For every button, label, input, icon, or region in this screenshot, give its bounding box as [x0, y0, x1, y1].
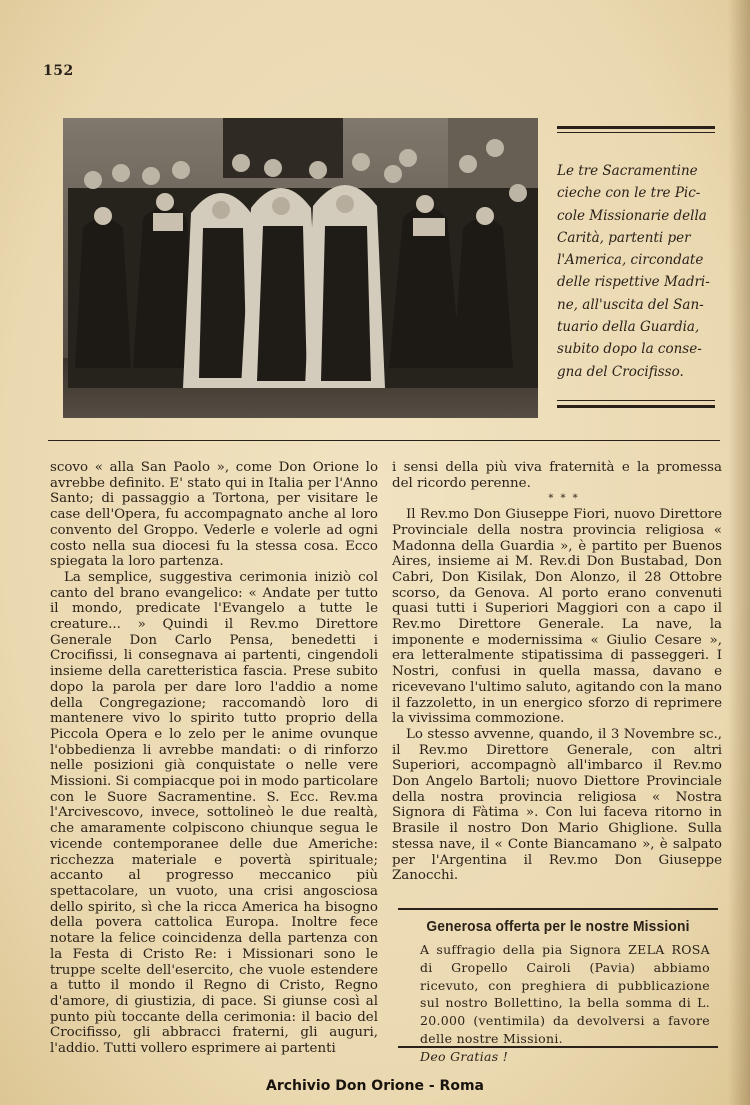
paragraph: Lo stesso avvenne, quando, il 3 Novembre sc., il Rev.mo Direttore Generale, con altri Superiori, accompagnò all'imbarco il Rev.mo Don Angelo Bartoli; nuovo Diettore Provinciale della nostra provincia religiosa « Nostra Signora di Fàtima ». Con lui faceva ritorno in Brasile il nostro Don Mario Ghiglione. Sulla stessa nave, il « Conte Biancamano », è salpato per l'Argentina il Rev.mo Don Giuseppe Zanocchi. — [392, 726, 722, 884]
caption-line: l'America, circondate — [557, 252, 704, 269]
right-column — [392, 460, 722, 884]
caption-line: tuario della Guardia, — [557, 319, 700, 336]
paragraph: i sensi della più viva fraternità e la promessa del ricordo perenne. — [392, 460, 722, 491]
notice-closing: Deo Gratias ! — [420, 1048, 509, 1064]
caption-line: ne, all'uscita del San- — [557, 296, 704, 313]
section-separator: * * * — [548, 493, 580, 505]
caption-bottom-rule-thin — [557, 400, 715, 401]
caption-line: Carità, partenti per — [557, 229, 691, 246]
notice-text — [420, 941, 710, 1066]
caption-line: cieche con le tre Pic- — [557, 185, 701, 202]
paragraph: Il Rev.mo Don Giuseppe Fiori, nuovo Direttore Provinciale della nostra provincia religiosa « Madonna della Guardia », è partito per Buenos Aires, insieme ai M. Rev.di Don Bustabad, Don Cabri, Don Kisilak, Don Alonzo, il 28 Ottobre scorso, da Genova. Al porto erano convenuti quasi tutti i Superiori Maggiori con a capo il Rev.mo Direttore Generale. La nave, la imponente e modernissima « Giulio Cesare », era letteralmente stipatissima di passeggeri. I Nostri, confusi in quella massa, davano e ricevevano l'ultimo saluto, agitando con la mano il fazzoletto, in un energico sforzo di reprimere la vivissima commozione. — [392, 507, 722, 727]
section-divider — [48, 440, 720, 441]
caption-line: subito dopo la conse- — [557, 341, 702, 358]
group-photo-illustration — [63, 118, 538, 418]
caption-line: Le tre Sacramentine — [557, 163, 698, 179]
caption-line: cole Missionarie della — [557, 207, 707, 224]
caption-top-rule-thin — [557, 132, 715, 133]
caption-line: gna del Crocifisso. — [557, 363, 684, 380]
notice-title: Generosa offerta per le nostre Missioni — [426, 918, 690, 935]
paragraph: La semplice, suggestiva cerimonia iniziò col canto del brano evangelico: « Andate per tutto il mondo, predicate l'Evangelo a tutte le creature... » Quindi il Rev.mo Direttore Generale Don Carlo Pensa, benedetti i Crocifissi, li consegnava ai partenti, cingendoli insieme della caretteristica fascia. Prese subito dopo la parola per dare loro l'addio a nome della Congregazione; raccomandò loro di mantenere vivo lo spirito tutto proprio della Piccola Opera e lo zelo per le anime ovunque l'obbedienza li avrebbe mandati: o di rinforzo nelle posizioni già conquistate o nelle vere Missioni. Si compiacque poi in modo particolare con le Suore Sacramentine. S. Ecc. Rev.ma l'Arcivescovo, invece, sottolineò le due realtà, che amaramente colpiscono chiunque segua le vicende contemporanee delle due Americhe: ricchezza materiale e povertà spirituale; accanto al progresso meccanico più spettacolare, un vuoto, una crisi angosciosa dello spirito, sì che la ricca America ha bisogno della povera cattolica Europa. Inoltre fece notare la felice coincidenza della partenza con la Festa di Cristo Re: i Missionari sono le truppe scelte dell'esercito, che vuole estendere a tutto il mondo il Regno di Cristo, Regno d'amore, di giustizia, di pace. Si giunse così al punto più toccante della cerimonia: il bacio del Crocifisso, gli abbracci fraterni, gli auguri, l'addio. Tutti vollero esprimere ai partenti — [50, 569, 378, 1057]
page-number: 152 — [43, 63, 74, 79]
group-photo — [63, 118, 538, 418]
photo-caption — [557, 160, 715, 383]
archive-footer: Archivio Don Orione - Roma — [266, 1078, 484, 1094]
left-column — [50, 460, 378, 1057]
caption-bottom-rule — [557, 405, 715, 408]
page-edge-shadow — [728, 0, 750, 1105]
offering-notice — [398, 908, 718, 1064]
paragraph: scovo « alla San Paolo », come Don Orione lo avrebbe definito. E' stato qui in Italia per l'Anno Santo; di passaggio a Tortona, per visitare le case dell'Opera, fu accompagnato anche al loro convento del Groppo. Vederle e volerle ad ogni costo nella sua diocesi fu la stessa cosa. Ecco spiegata la loro partenza. — [50, 460, 378, 570]
notice-body: A suffragio della pia Signora ZELA ROSA di Gropello Cairoli (Pavia) abbiamo ricevuto, con preghiera di pubblicazione sul nostro Bollettino, la bella somma di L. 20.000 (ventimila) da devolversi a favore delle nostre Missioni. — [420, 942, 710, 1046]
caption-line: delle rispettive Madri- — [557, 274, 710, 291]
caption-top-rule — [557, 126, 715, 129]
